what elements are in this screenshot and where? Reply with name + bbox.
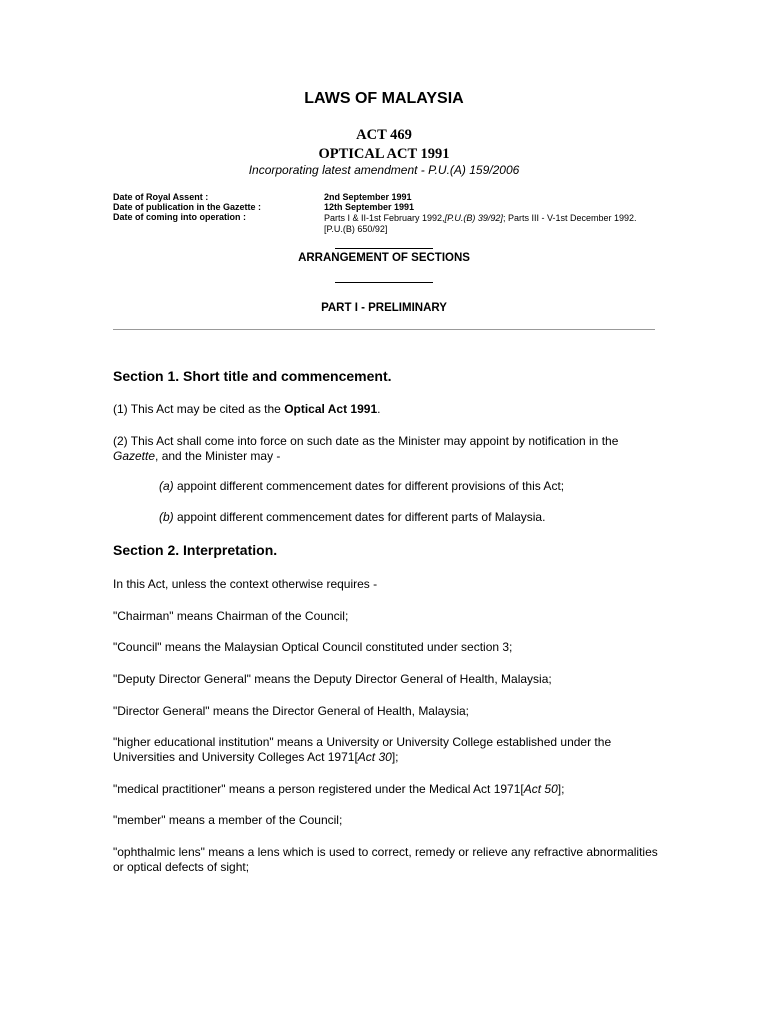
arrangement-heading: ARRANGEMENT OF SECTIONS [298, 252, 470, 264]
section-1-item-b: (b) appoint different commencement dates for different parts of Malaysia. [159, 510, 546, 524]
divider-short [335, 248, 433, 249]
definition-chairman: "Chairman" means Chairman of the Council; [113, 609, 349, 623]
operation-date-value: Parts I & II-1st February 1992,[P.U.(B) 39/92]; Parts III - V-1st December 1992.[P.U.(B) 650/92] [324, 213, 637, 234]
royal-assent-value: 2nd September 1991 [324, 192, 412, 202]
section-2-heading: Section 2. Interpretation. [113, 542, 278, 558]
definition-council: "Council" means the Malaysian Optical Council constituted under section 3; [113, 640, 513, 654]
divider-long [113, 329, 655, 330]
definition-medical-practitioner: "medical practitioner" means a person registered under the Medical Act 1971[Act 50]; [113, 782, 565, 796]
section-1-para-1: (1) This Act may be cited as the Optical Act 1991. [113, 402, 381, 416]
royal-assent-label: Date of Royal Assent : [113, 192, 209, 202]
act-number: ACT 469 [356, 127, 412, 143]
gazette-date-label: Date of publication in the Gazette : [113, 202, 262, 212]
act-name: OPTICAL ACT 1991 [318, 146, 450, 162]
definition-member: "member" means a member of the Council; [113, 813, 343, 827]
definition-director-general: "Director General" means the Director General of Health, Malaysia; [113, 704, 469, 718]
part-heading: PART I - PRELIMINARY [321, 302, 447, 314]
definition-ophthalmic-lens: "ophthalmic lens" means a lens which is used to correct, remedy or relieve any refractive abnormalities or optical defects of sight; [113, 845, 658, 874]
section-1-para-2: (2) This Act shall come into force on such date as the Minister may appoint by notification in the Gazette, and the Minister may - [113, 434, 619, 463]
operation-ref-1: [P.U.(B) 39/92] [444, 213, 503, 223]
document-title: LAWS OF MALAYSIA [304, 90, 464, 107]
section-1-heading: Section 1. Short title and commencement. [113, 368, 392, 384]
section-2-intro: In this Act, unless the context otherwise requires - [113, 577, 378, 591]
operation-date-label: Date of coming into operation : [113, 212, 246, 222]
section-1-item-a: (a) appoint different commencement dates for different provisions of this Act; [159, 479, 565, 493]
definition-higher-educational-institution: "higher educational institution" means a University or University College established under the Universities and University Colleges Act 1971[Act 30]; [113, 735, 612, 764]
definition-deputy-director-general: "Deputy Director General" means the Deputy Director General of Health, Malaysia; [113, 672, 552, 686]
gazette-date-value: 12th September 1991 [324, 202, 415, 212]
amendment-note: Incorporating latest amendment - P.U.(A) 159/2006 [248, 163, 520, 177]
divider-short [335, 282, 433, 283]
